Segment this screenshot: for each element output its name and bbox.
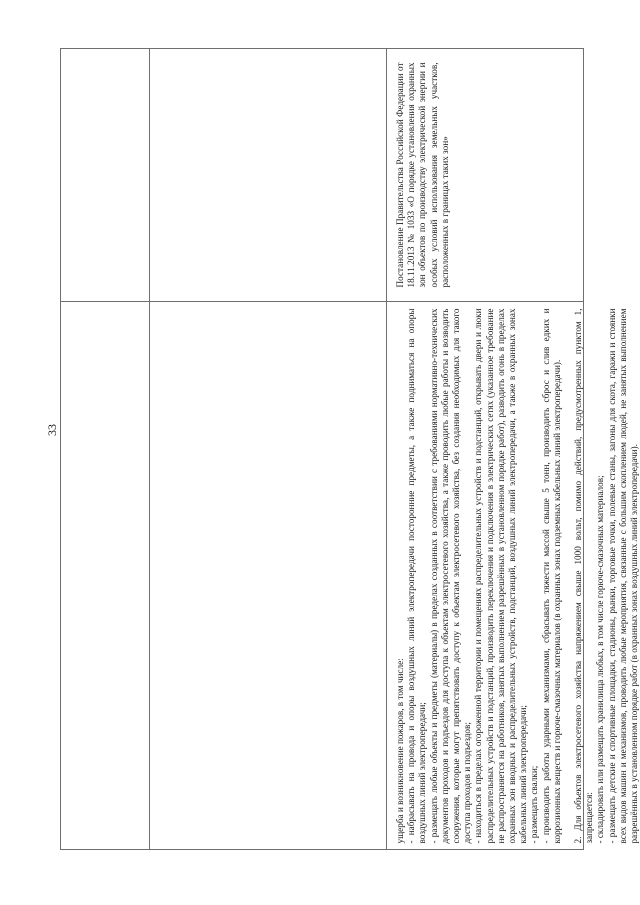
restriction-paragraph: ущерба и возникновение пожаров, в том числе: — [395, 657, 405, 843]
rotated-cell-content — [395, 308, 640, 843]
restriction-paragraph: - размещать детские и спортивные площадки, стадионы, рынки, торговые точки, полевые станы, загоны для скота, гаражи и стоянки всех видов машин и механизмов, проводить любые мероприятия, связанные с большим скоплением людей, не занятых выполнением разрешённых в установленном порядке работ (в охранных зонах воздушных линий электропередачи). — [606, 308, 640, 843]
regulations-table — [60, 48, 640, 850]
table-cell-empty — [61, 302, 150, 849]
table-cell-regulation — [387, 49, 583, 301]
page-number: 33 — [45, 424, 59, 436]
table-row-restrictions — [61, 302, 640, 849]
table-cell-empty — [150, 302, 387, 849]
restriction-paragraph: - набрасывать на провода и опоры воздушных линий электропередачи посторонние предметы, а также подниматься на опоры воздушных линий электропередачи; — [406, 308, 428, 843]
paragraph-spacer — [563, 308, 573, 843]
restriction-paragraph: - складировать или размещать хранилища любых, в том числе горюче-смазочных материалов; — [595, 474, 606, 843]
restriction-paragraph: 2. Для объектов электросетевого хозяйства напряжением свыше 1000 вольт, помимо действий, предусмотренных пунктом 1, запрещается: — [573, 308, 595, 843]
restriction-paragraph: - производить работы ударными механизмами, сбрасывать тяжести массой свыше 5 тонн, производить сброс и слив едких и коррозионных веществ и горюче-смазочных материалов (в охранных зонах подземных кабельных линий электропередачи). — [540, 308, 562, 843]
table-cell-empty — [61, 49, 150, 301]
table-row-regulation — [61, 49, 583, 302]
regulation-text: Постановление Правительства Российской Федерации от 18.11.2013 № 1033 «О порядке установления охранных зон объектов по производству электрической энергии и особых условий использования земельных участков, расположенных в границах таких зон» — [395, 62, 450, 288]
table-cell-restrictions — [387, 302, 640, 849]
table-cell-empty — [150, 49, 387, 301]
restriction-paragraph: - размещать свалки; — [529, 765, 540, 843]
restriction-paragraph: - размещать любые объекты и предметы (материалы) в пределах созданных в соответствии с требованиями нормативно-технических документов проходов и подъездов для доступа к объектам электросетевого хозяйства, а также проводить любые работы и возводить сооружения, которые могут препятствовать доступу к объектам электросетевого хозяйства, без создания необходимых для такого доступа проходов и подъездов; — [428, 308, 473, 843]
rotated-cell-content — [395, 63, 575, 288]
restriction-paragraph: - находиться в пределах огороженной территории и помещениях распределительных устройств и подстанций, открывать двери и люки распределительных устройств и подстанций, производить переключения и подключения в электрических сетях (указанное требование не распространяется на работников, занятых выполнением разрешённых в установленном порядке работ), разводить огонь в пределах охранных зон вводных и распределительных устройств, подстанций, воздушных линий электропередачи, а также в охранных зонах кабельных линий электропередачи; — [473, 308, 529, 843]
